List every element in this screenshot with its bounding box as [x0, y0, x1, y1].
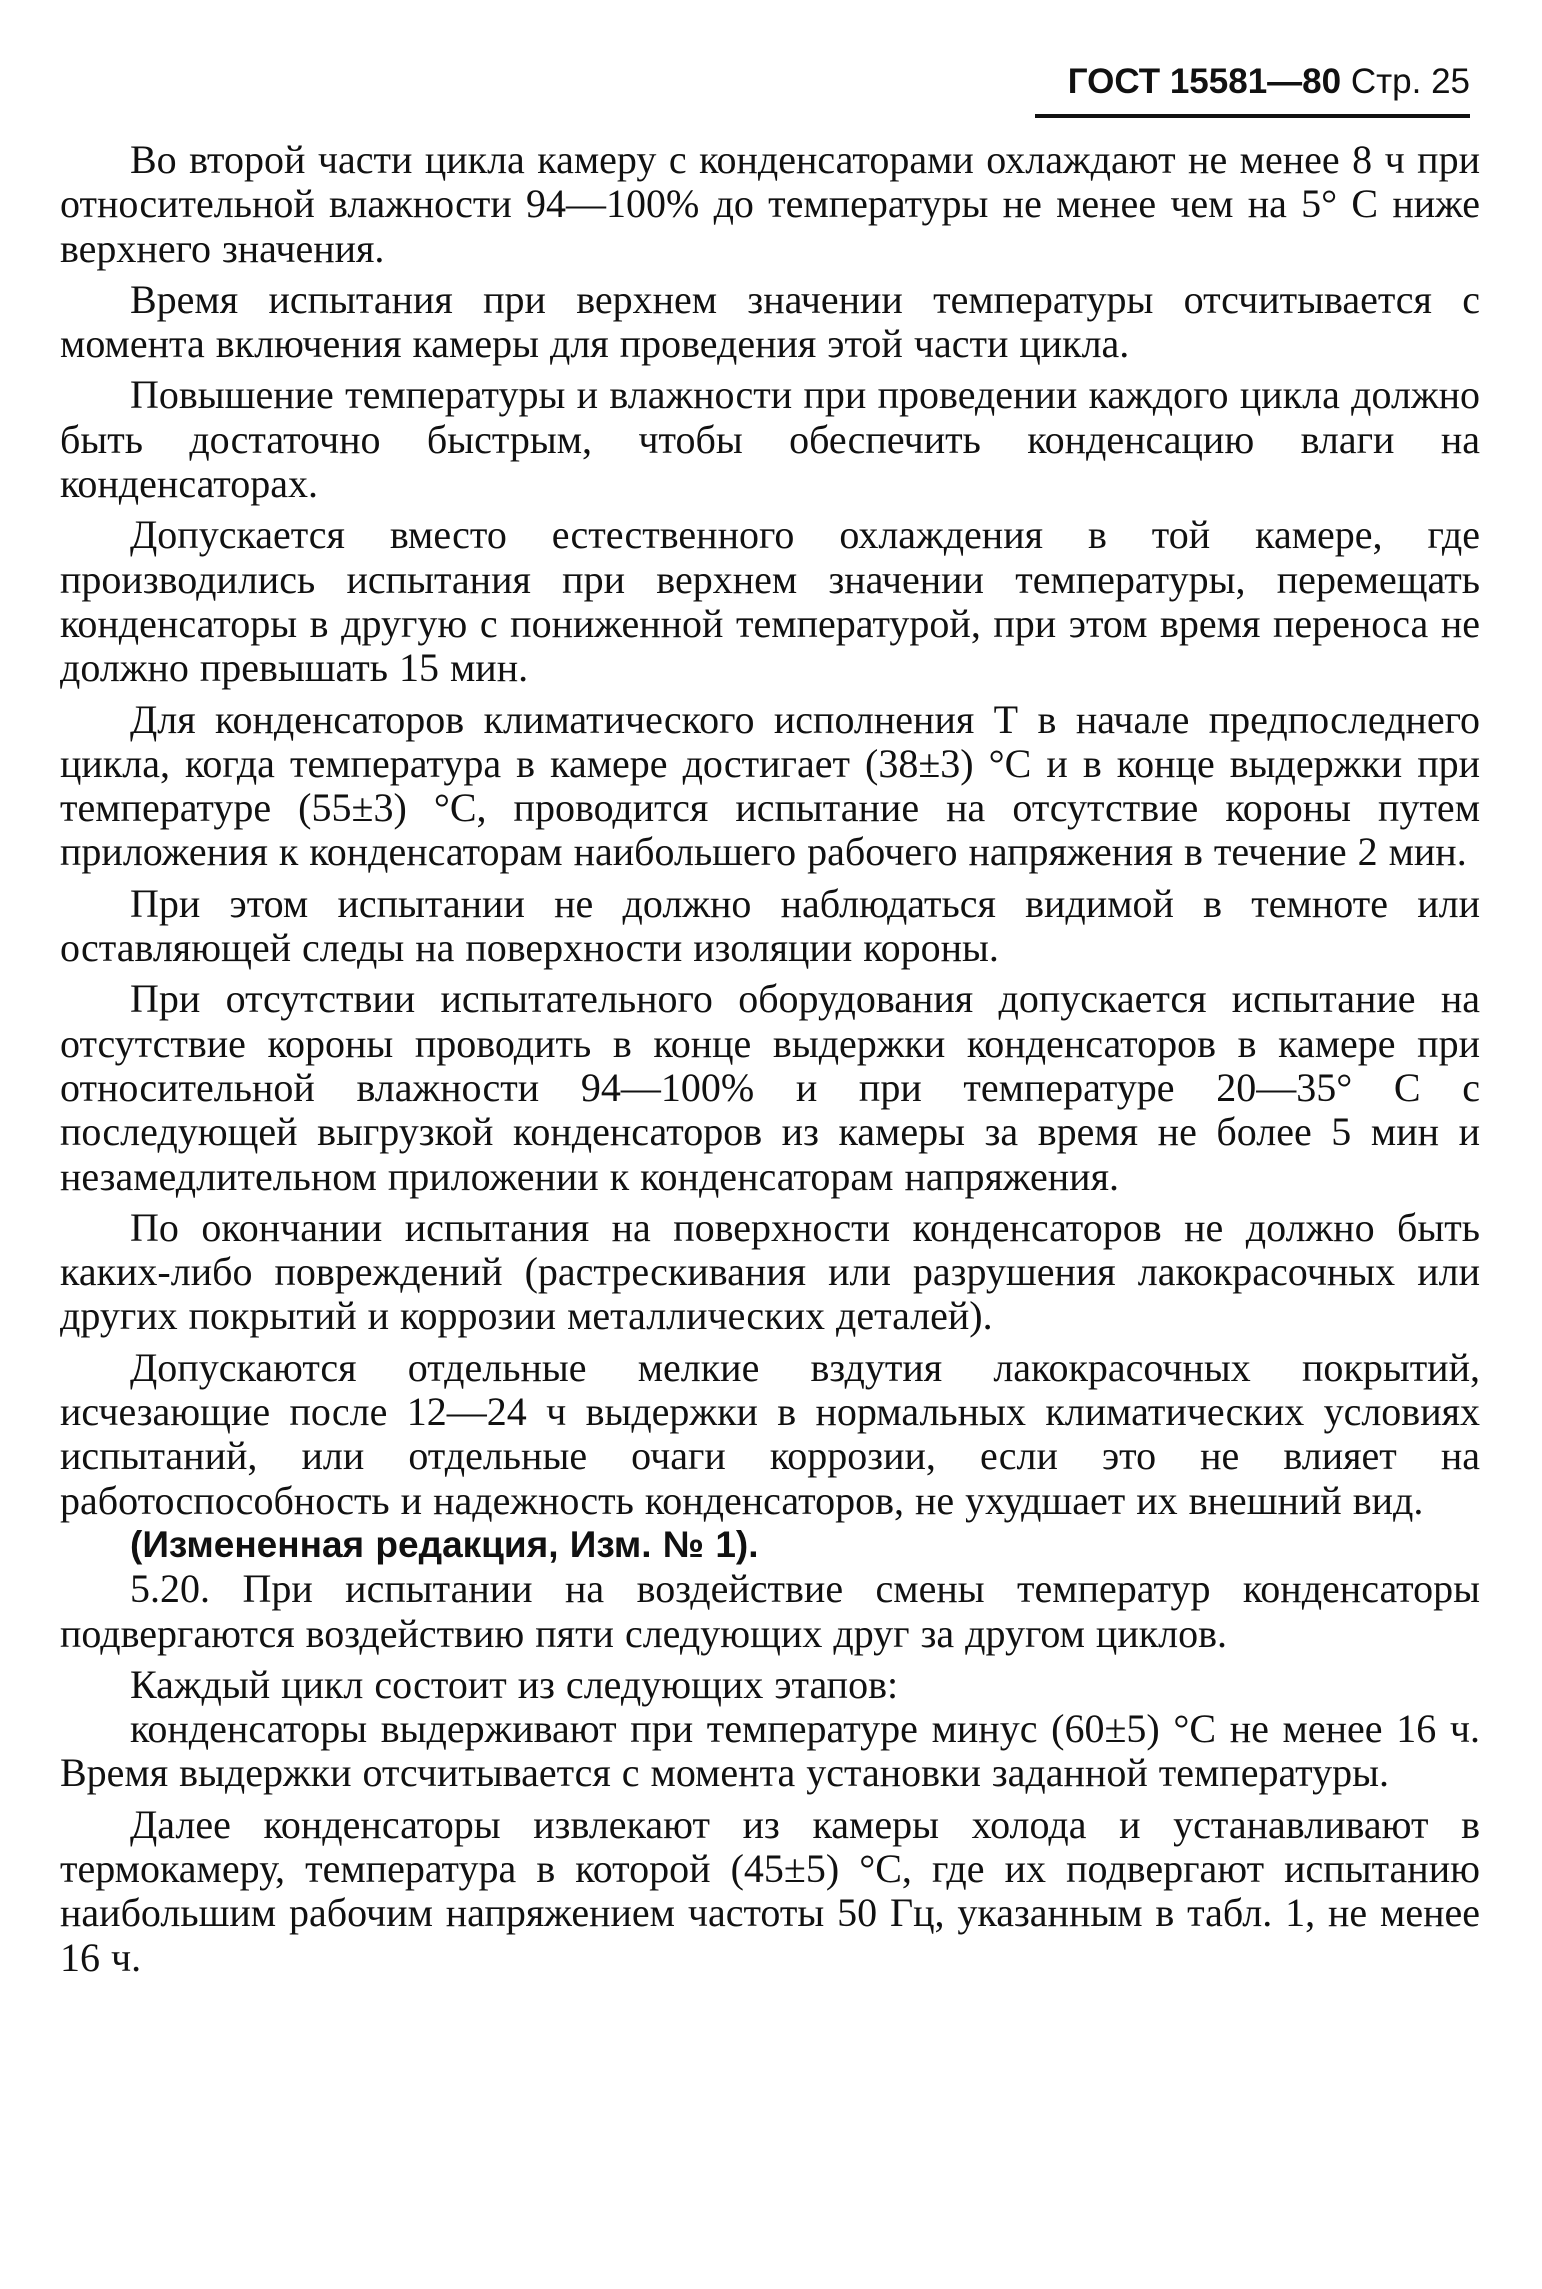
header-rule	[1035, 114, 1470, 118]
running-head	[1068, 62, 1470, 102]
paragraph: Каждый цикл состоит из следующих этапов:	[130, 1661, 899, 1707]
paragraph: Время испытания при верхнем значении температуры отсчитывается с момента включения камеры для проведения этой части цикла.	[60, 276, 1480, 367]
section-5-20: 5.20. При испытании на воздействие смены температур конденсаторы подвергаются воздействию пяти следующих друг за другом циклов.	[60, 1566, 1480, 1656]
standard-number: ГОСТ 15581—80	[1067, 62, 1342, 101]
amendment-note: (Измененная редакция, Изм. № 1).	[130, 1523, 759, 1565]
page-header	[1030, 62, 1470, 122]
paragraph: Допускается вместо естественного охлаждения в той камере, где производились испытания при верхнем значении температуры, перемещать конденсаторы в другую с пониженной температурой, при этом время переноса не должно превышать 15 мин.	[60, 512, 1480, 691]
paragraph: Далее конденсаторы извлекают из камеры холода и устанавливают в термокамеру, температура в которой (45±5) °С, где их подвергают испытанию наибольшим рабочим напряжением частоты 50 Гц, указанным в табл. 1, не менее 16 ч.	[60, 1801, 1480, 1980]
paragraph: Для конденсаторов климатического исполнения Т в начале предпоследнего цикла, когда температура в камере достигает (38±3) °С и в конце выдержки при температуре (55±3) °С, проводится испытание на отсутствие короны путем приложения к конденсаторам наибольшего рабочего напряжения в течение 2 мин.	[60, 696, 1480, 875]
document-body	[60, 138, 1480, 1980]
paragraph: Во второй части цикла камеру с конденсаторами охлаждают не менее 8 ч при относительной влажности 94—100% до температуры не менее чем на 5° С ниже верхнего значения.	[60, 137, 1480, 271]
paragraph: конденсаторы выдерживают при температуре минус (60±5) °С не менее 16 ч. Время выдержки отсчитывается с момента установки заданной температуры.	[60, 1706, 1480, 1796]
paragraph: По окончании испытания на поверхности конденсаторов не должно быть каких-либо повреждений (растрескивания или разрушения лакокрасочных или других покрытий и коррозии металлических деталей).	[60, 1204, 1480, 1339]
paragraph: Допускаются отдельные мелкие вздутия лакокрасочных покрытий, исчезающие после 12—24 ч выдержки в нормальных климатических условиях испытаний, или отдельные очаги коррозии, если это не влияет на работоспособность и надежность конденсаторов, не ухудшает их внешний вид.	[60, 1344, 1480, 1523]
paragraph: При этом испытании не должно наблюдаться видимой в темноте или оставляющей следы на поверхности изоляции короны.	[60, 880, 1480, 971]
paragraph: При отсутствии испытательного оборудования допускается испытание на отсутствие короны проводить в конце выдержки конденсаторов в камере при относительной влажности 94—100% и при температуре 20—35° С с последующей выгрузкой конденсаторов из камеры за время не более 5 мин и незамедлительном приложении к конденсаторам напряжения.	[60, 976, 1480, 1199]
paragraph: Повышение температуры и влажности при проведении каждого цикла должно быть достаточно быстрым, чтобы обеспечить конденсацию влаги на конденсаторах.	[60, 372, 1480, 507]
page-number: Стр. 25	[1350, 62, 1470, 101]
